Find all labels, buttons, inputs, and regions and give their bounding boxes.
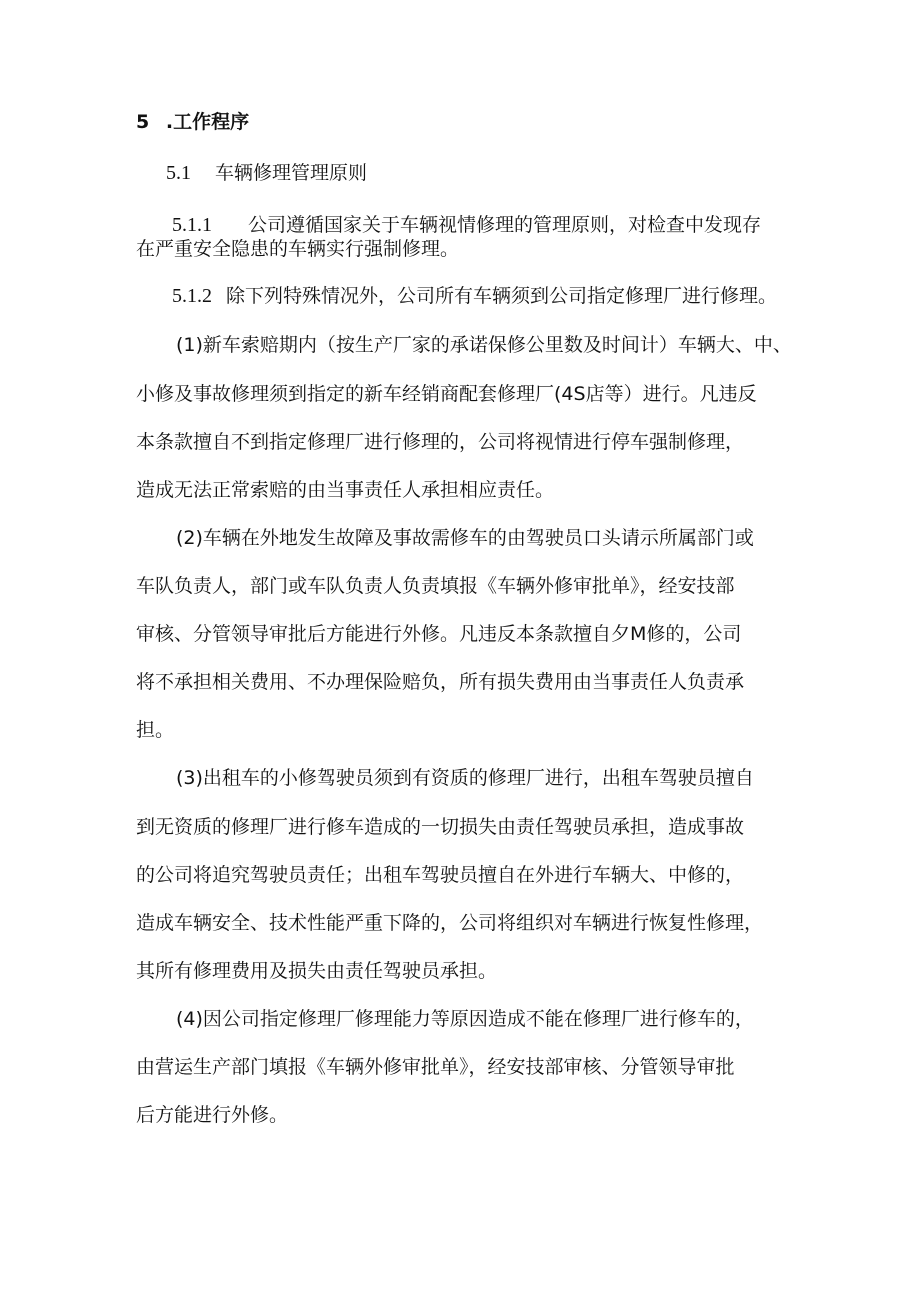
- para2-line: 担。: [136, 719, 175, 741]
- clause-5-1-2: [172, 284, 777, 308]
- clause-5-1-1-line2: 在严重安全隐患的车辆实行强制修理。: [136, 238, 460, 260]
- subsection-heading: [166, 161, 367, 185]
- para3-line: (3)出租车的小修驾驶员须到有资质的修理厂进行，出租车驾驶员擅自: [176, 767, 754, 789]
- para2-line: 将不承担相关费用、不办理保险赔负，所有损失费用由当事责任人负责承: [136, 671, 745, 693]
- para1-line: 造成无法正常索赔的由当事责任人承担相应责任。: [136, 479, 555, 501]
- para2-line: 车队负责人，部门或车队负责人负责填报《车辆外修审批单》，经安技部: [136, 575, 735, 597]
- section-heading: [136, 110, 249, 134]
- para4-line: 由营运生产部门填报《车辆外修审批单》，经安技部审核、分管领导审批: [136, 1056, 735, 1078]
- para1-line: 本条款擅自不到指定修理厂进行修理的，公司将视情进行停车强制修理，: [136, 431, 745, 453]
- clause-number: 5.1.1: [172, 214, 212, 236]
- para3-line: 其所有修理费用及损失由责任驾驶员承担。: [136, 960, 498, 982]
- para4-line: (4)因公司指定修理厂修理能力等原因造成不能在修理厂进行修车的，: [176, 1008, 754, 1030]
- section-number: 5: [136, 111, 150, 133]
- para3-line: 造成车辆安全、技术性能严重下降的，公司将组织对车辆进行恢复性修理，: [136, 912, 764, 934]
- clause-text: 除下列特殊情况外，公司所有车辆须到公司指定修理厂进行修理。: [226, 285, 778, 307]
- para1-line: 小修及事故修理须到指定的新车经销商配套修理厂(4S店等）进行。凡违反: [136, 383, 757, 405]
- para2-line: 审核、分管领导审批后方能进行外修。凡违反本条款擅自夕M修的，公司: [136, 623, 742, 645]
- para3-line: 的公司将追究驾驶员责任；出租车驾驶员擅自在外进行车辆大、中修的，: [136, 864, 745, 886]
- para2-line: (2)车辆在外地发生故障及事故需修车的由驾驶员口头请示所属部门或: [176, 527, 754, 549]
- clause-text: 公司遵循国家关于车辆视情修理的管理原则，对检查中发现存: [248, 214, 762, 236]
- clause-number: 5.1.2: [172, 285, 212, 307]
- subsection-number: 5.1: [166, 162, 191, 184]
- clause-5-1-1-line1: [172, 213, 761, 237]
- para3-line: 到无资质的修理厂进行修车造成的一切损失由责任驾驶员承担，造成事故: [136, 816, 745, 838]
- subsection-title: 车辆修理管理原则: [215, 162, 368, 184]
- section-title: .工作程序: [165, 111, 250, 133]
- para1-line: (1)新车索赔期内（按生产厂家的承诺保修公里数及时间计）车辆大、中、: [176, 334, 792, 356]
- para4-line: 后方能进行外修。: [136, 1104, 289, 1126]
